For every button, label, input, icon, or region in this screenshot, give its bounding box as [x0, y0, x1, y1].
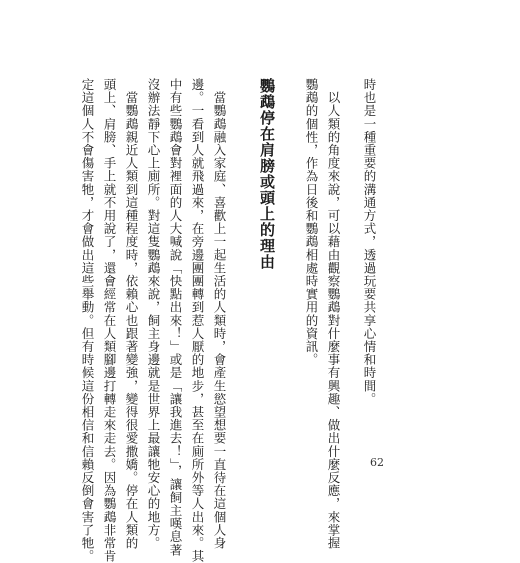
text-column: 中有些鸚鵡會對裡面的人大喊說「快點出來！」或是「讓我進去！」，讓飼主嘆息著 — [168, 78, 183, 557]
text-column: 時也是一種重要的溝通方式，透過玩要共享心情和時間。 — [362, 78, 377, 406]
text-column: 邊。一看到人就飛過來，在旁邊團團轉到惹人厭的地步，甚至在廁所外等人出來。其 — [190, 78, 205, 563]
section-heading: 鸚鵡停在肩膀或頭上的理由 — [258, 78, 276, 270]
text-column: 當鸚鵡親近人類到這種程度時，依賴心也跟著變強，變得很愛撒嬌。停在人類的 — [124, 78, 139, 550]
text-column: 頭上、肩膀、手上就不用說了，還會經常在人類腳邊打轉走來走去。因為鸚鵡非常肯 — [102, 78, 117, 563]
text-column: 沒辦法靜下心上廁所。對這隻鸚鵡來說，飼主身邊就是世界上最讓牠安心的地方。 — [146, 78, 161, 550]
text-column: 定這個人不會傷害牠，才會做出這些舉動。但有時候這份相信和信賴反倒會害了牠。 — [80, 78, 95, 563]
text-column: 以人類的角度來說，可以藉由觀察鸚鵡對什麼事有興趣、做出什麼反應，來掌握 — [326, 78, 341, 550]
text-column: 鸚鵡的個性，作為日後和鸚鵡相處時實用的資訊。 — [304, 78, 319, 367]
page-number: 62 — [370, 456, 384, 469]
text-column: 當鸚鵡融入家庭、喜歡上一起生活的人類時，會產生慾望想要一直待在這個人身 — [212, 78, 227, 550]
